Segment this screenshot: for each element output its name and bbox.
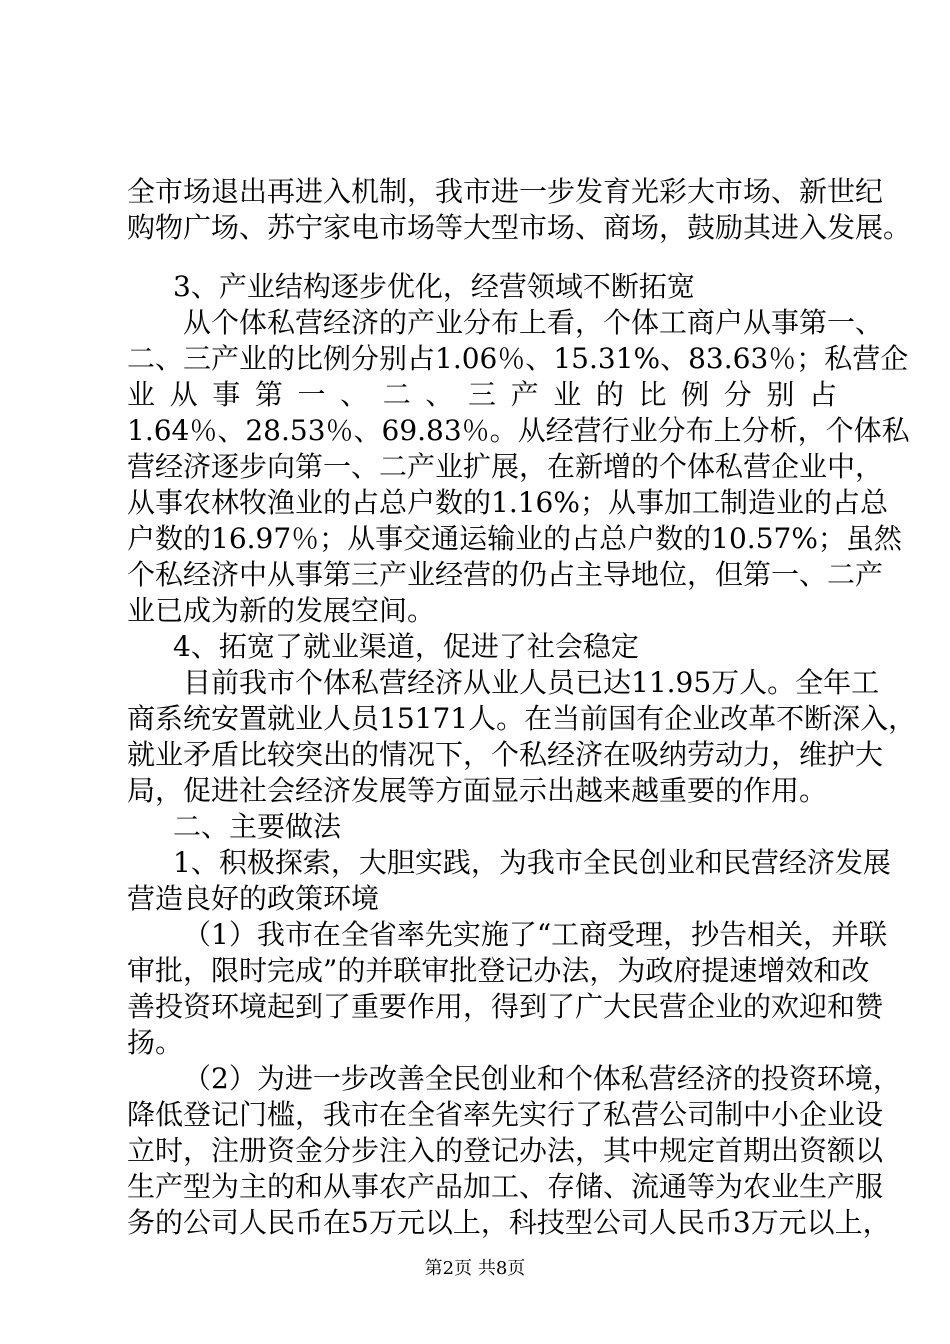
text-line: 生产型为主的和从事农产品加工、存储、流通等为农业生产服	[127, 1170, 884, 1203]
text-line: 营造良好的政策环境	[127, 882, 380, 915]
text-line: 营经济逐步向第一、二产业扩展，在新增的个体私营企业中，	[127, 450, 884, 483]
text-line: 商系统安置就业人员15171人。在当前国有企业改革不断深入，	[127, 702, 917, 735]
text-line: 扬。	[127, 1026, 184, 1059]
text-line: （1）我市在全省率先实施了“工商受理，抄告相关，并联	[183, 918, 888, 951]
section-heading: 3、产业结构逐步优化，经营领域不断拓宽	[173, 270, 695, 303]
text-line: 善投资环境起到了重要作用，得到了广大民营企业的欢迎和赞	[127, 990, 884, 1023]
text-line: 购物广场、苏宁家电市场等大型市场、商场，鼓励其进入发展。	[127, 211, 912, 244]
text-line: （2）为进一步改善全民创业和个体私营经济的投资环境，	[183, 1062, 901, 1095]
page-footer: 第2页 共8页	[424, 1258, 526, 1279]
text-line: 全市场退出再进入机制，我市进一步发育光彩大市场、新世纪	[127, 175, 884, 208]
text-line: 审批，限时完成”的并联审批登记办法，为政府提速增效和改	[127, 954, 870, 987]
text-line: 目前我市个体私营经济从业人员已达11.95万人。全年工	[183, 666, 880, 699]
text-line: 个私经济中从事第三产业经营的仍占主导地位，但第一、二产	[127, 558, 884, 591]
text-line: 1、积极探索，大胆实践，为我市全民创业和民营经济发展	[173, 846, 891, 879]
text-line: 二、三产业的比例分别占1.06％、15.31%、83.63％；私营企	[127, 342, 909, 375]
text-line: 业已成为新的发展空间。	[127, 594, 436, 627]
text-line: 从个体私营经济的产业分布上看，个体工商户从事第一、	[183, 306, 884, 339]
section-heading: 二、主要做法	[173, 810, 342, 843]
text-line: 局，促进社会经济发展等方面显示出越来越重要的作用。	[127, 774, 828, 807]
text-line: 立时，注册资金分步注入的登记办法，其中规定首期出资额以	[127, 1134, 884, 1167]
section-heading: 4、拓宽了就业渠道，促进了社会稳定	[173, 630, 639, 663]
text-line: 1.64％、28.53％、69.83％。从经营行业分布上分析，个体私	[127, 414, 910, 447]
text-line: 务的公司人民币在5万元以上，科技型公司人民币3万元以上，	[127, 1206, 891, 1239]
text-line: 降低登记门槛，我市在全省率先实行了私营公司制中小企业设	[127, 1098, 884, 1131]
text-line: 从事农林牧渔业的占总户数的1.16%；从事加工制造业的占总	[127, 486, 888, 519]
text-line: 业从事第一、二、三产业的比例分别占	[127, 378, 837, 411]
text-line: 户数的16.97％；从事交通运输业的占总户数的10.57%；虽然	[127, 522, 902, 555]
text-line: 就业矛盾比较突出的情况下，个私经济在吸纳劳动力，维护大	[127, 738, 884, 771]
